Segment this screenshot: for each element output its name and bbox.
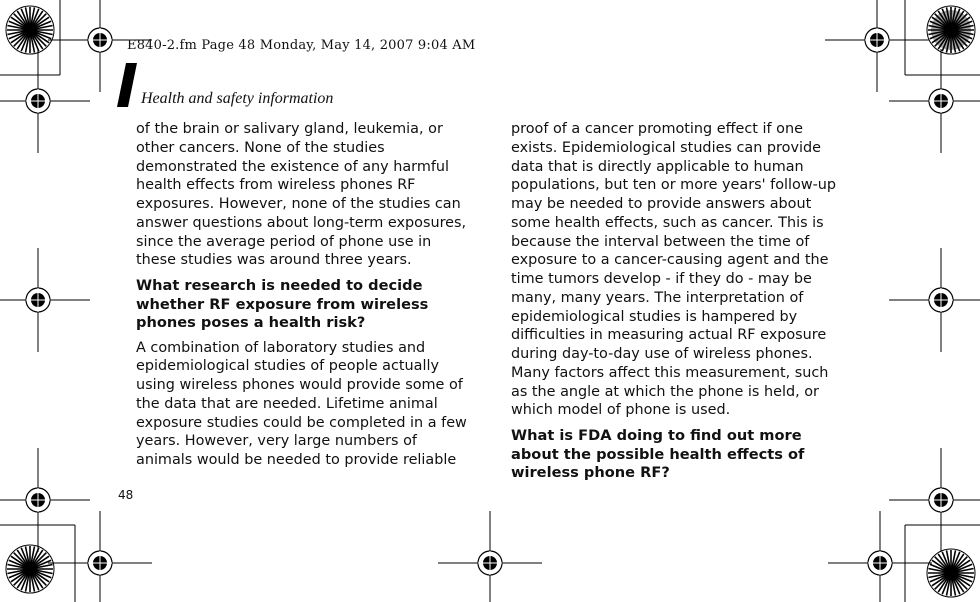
left-heading: What research is needed to decide whether RF exposure from wireless phones poses a health risk? xyxy=(136,277,429,331)
right-paragraph-1: proof of a cancer promoting effect if one exists. Epidemiological studies can provide data that is directly applicable to human populations, but ten or more years' follow-up may be needed to provide answers about some health effects, such as cancer. This is because the interval between the time of exposure to a cancer-causing agent and the time tumors develop - if they do - may be many, many years. The interpretation of epidemiological studies is hampered by difficulties in measuring actual RF exposure during day-to-day use of wireless phones. Many factors affect this measurement, such as the angle at which the phone is held, or which model of phone is used. xyxy=(511,121,837,419)
right-heading: What is FDA doing to find out more about the possible health effects of wireless phone RF? xyxy=(511,427,805,481)
right-column xyxy=(511,120,847,489)
left-paragraph-2: A combination of laboratory studies and epidemiological studies of people actually using wireless phones would provide some of the data that are needed. Lifetime animal exposure studies could be completed in a few years. However, very large numbers of animals would be needed to provide reliable xyxy=(136,339,467,468)
left-paragraph-1: of the brain or salivary gland, leukemia, or other cancers. None of the studies demonstrated the existence of any harmful health effects from wireless phones RF exposures. However, none of the studies can answer questions about long-term exposures, since the average period of phone use in these studies was around three years. xyxy=(136,121,467,269)
file-header: E840-2.fm Page 48 Monday, May 14, 2007 9:04 AM xyxy=(127,38,476,53)
page-number: 48 xyxy=(118,488,134,502)
section-title: Health and safety information xyxy=(141,90,334,107)
left-column xyxy=(136,120,470,470)
